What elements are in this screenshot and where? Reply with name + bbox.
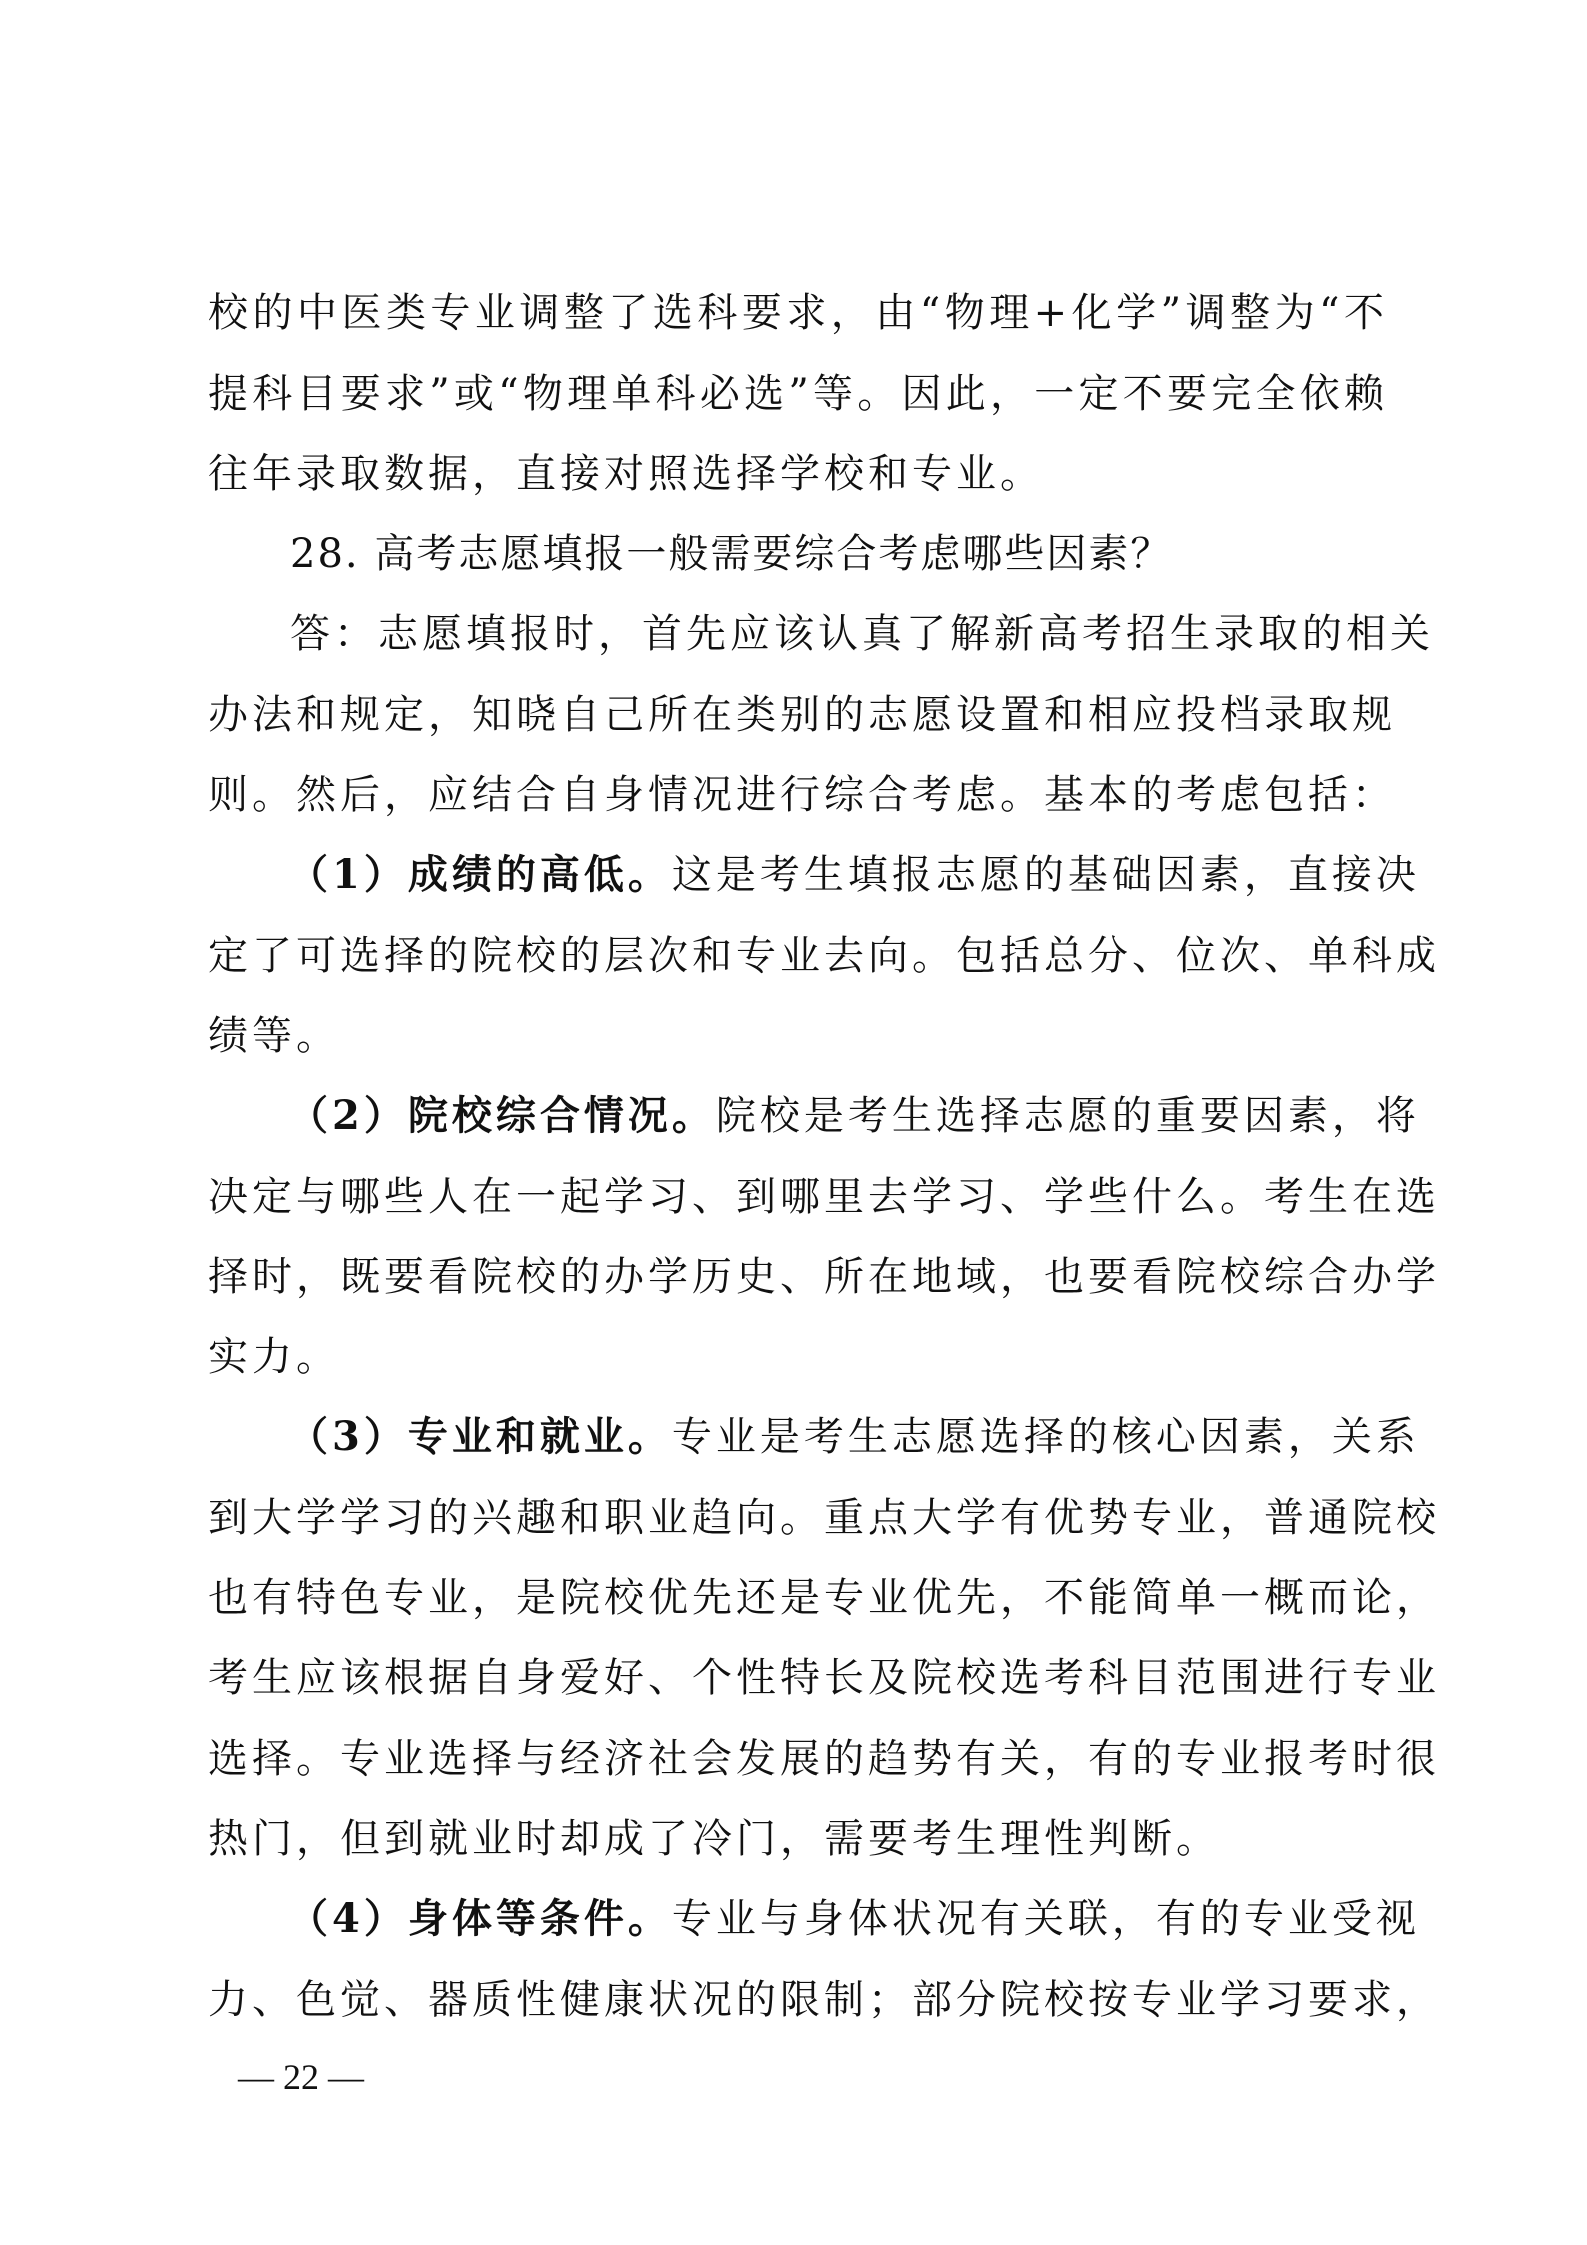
- item-1-text: 这是考生填报志愿的基础因素，直接决: [671, 852, 1420, 898]
- item-4-first-line: [288, 1889, 1420, 1949]
- item-2-line: 实力。: [208, 1334, 340, 1380]
- item-4-heading: （4）身体等条件。: [288, 1895, 672, 1942]
- answer-line: 办法和规定，知晓自己所在类别的志愿设置和相应投档录取规: [208, 692, 1396, 738]
- item-1-first-line: [288, 845, 1420, 905]
- item-2-line: 择时，既要看院校的办学历史、所在地域，也要看院校综合办学: [208, 1254, 1440, 1300]
- item-3-first-line: [288, 1407, 1420, 1467]
- text-line: 校的中医类专业调整了选科要求，由“物理+化学”调整为“不: [208, 290, 1388, 336]
- item-2-line: 决定与哪些人在一起学习、到哪里去学习、学些什么。考生在选: [208, 1174, 1440, 1220]
- item-2-first-line: [288, 1086, 1420, 1146]
- item-2-heading: （2）院校综合情况。: [288, 1092, 716, 1139]
- item-1-line: 定了可选择的院校的层次和专业去向。包括总分、位次、单科成: [208, 933, 1440, 979]
- item-3-line: 选择。专业选择与经济社会发展的趋势有关，有的专业报考时很: [208, 1736, 1440, 1782]
- item-3-line: 考生应该根据自身爱好、个性特长及院校选考科目范围进行专业: [208, 1655, 1440, 1701]
- item-3-line: 到大学学习的兴趣和职业趋向。重点大学有优势专业，普通院校: [208, 1495, 1440, 1541]
- answer-line: 则。然后，应结合自身情况进行综合考虑。基本的考虑包括：: [208, 772, 1396, 818]
- item-4-text: 专业与身体状况有关联，有的专业受视: [671, 1896, 1420, 1942]
- item-1-heading: （1）成绩的高低。: [288, 851, 672, 898]
- item-3-line: 也有特色专业，是院校优先还是专业优先，不能简单一概而论，: [208, 1575, 1440, 1621]
- item-2-text: 院校是考生选择志愿的重要因素，将: [715, 1093, 1420, 1139]
- item-3-text: 专业是考生志愿选择的核心因素，关系: [671, 1414, 1420, 1460]
- item-3-heading: （3）专业和就业。: [288, 1413, 672, 1460]
- item-3-line: 热门，但到就业时却成了冷门，需要考生理性判断。: [208, 1816, 1220, 1862]
- text-line: 往年录取数据，直接对照选择学校和专业。: [208, 451, 1044, 497]
- answer-line: 答：志愿填报时，首先应该认真了解新高考招生录取的相关: [290, 611, 1434, 657]
- item-1-line: 绩等。: [208, 1013, 340, 1059]
- item-4-line: 力、色觉、器质性健康状况的限制；部分院校按专业学习要求，: [208, 1977, 1440, 2023]
- text-line: 提科目要求”或“物理单科必选”等。因此，一定不要完全依赖: [208, 371, 1388, 417]
- page-number: — 22 —: [238, 2057, 364, 2097]
- question-heading: 28. 高考志愿填报一般需要综合考虑哪些因素？: [290, 531, 1173, 577]
